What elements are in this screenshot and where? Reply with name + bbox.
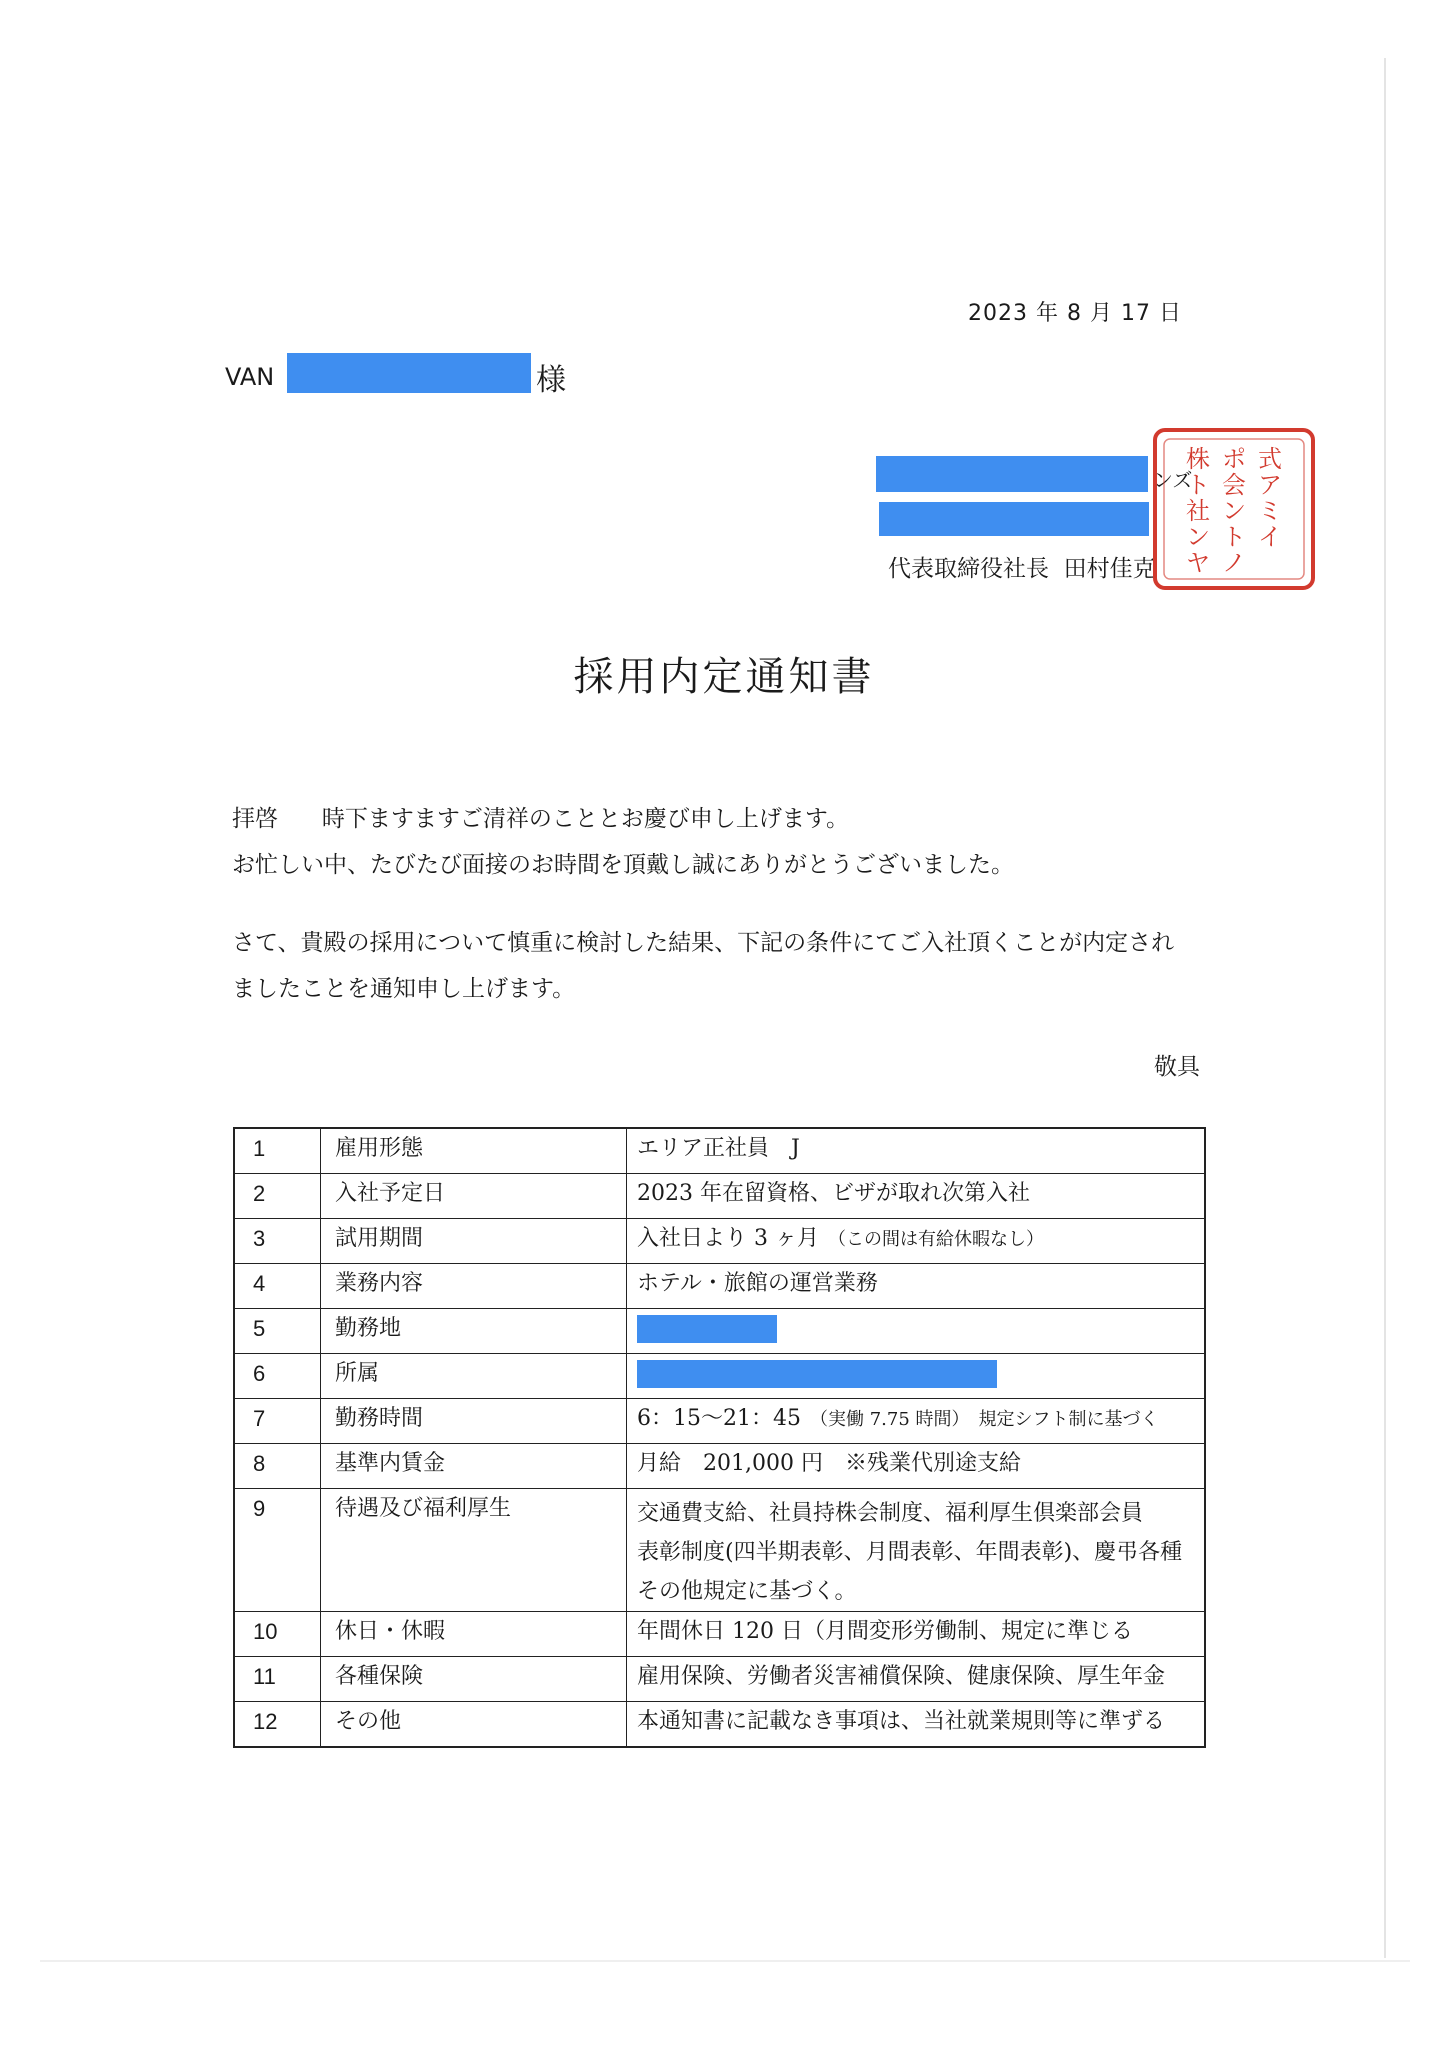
- document-title: 採用内定通知書: [573, 654, 875, 700]
- row-value-text: 雇用保険、労働者災害補償保険、健康保険、厚生年金: [637, 1664, 1166, 1689]
- greeting-line-2: お忙しい中、たびたび面接のお時間を頂戴し誠にありがとうございました。: [232, 852, 1014, 878]
- table-row: [234, 1444, 1205, 1489]
- row-label: 雇用形態: [321, 1128, 627, 1174]
- seal-glyph: ポ: [1222, 445, 1246, 473]
- body-line-2: ましたことを通知申し上げます。: [232, 976, 576, 1002]
- seal-glyph: ト: [1222, 523, 1246, 551]
- company-address-redaction: [879, 502, 1149, 536]
- table-row: [234, 1657, 1205, 1702]
- table-row: [234, 1702, 1205, 1748]
- value-redaction: [637, 1315, 777, 1343]
- seal-glyph: ア: [1258, 471, 1282, 499]
- row-value: [627, 1354, 1206, 1399]
- closing-keigu: 敬具: [1154, 1054, 1200, 1080]
- row-value-text: エリア正社員 J: [637, 1136, 800, 1161]
- scan-edge-bottom: [40, 1960, 1410, 1962]
- row-label: 業務内容: [321, 1264, 627, 1309]
- recipient-prefix: VAN: [225, 363, 275, 391]
- row-value: [627, 1264, 1206, 1309]
- seal-glyph: ト: [1186, 471, 1210, 499]
- signer-title-name: 代表取締役社長 田村佳克: [888, 556, 1156, 582]
- row-value-line: 表彰制度(四半期表彰、月間表彰、年間表彰)、慶弔各種: [637, 1540, 1183, 1565]
- table-row: [234, 1309, 1205, 1354]
- seal-glyph: ミ: [1258, 497, 1282, 525]
- row-label: 勤務地: [321, 1309, 627, 1354]
- row-label: 勤務時間: [321, 1399, 627, 1444]
- row-number: 10: [234, 1612, 321, 1657]
- row-number: 7: [234, 1399, 321, 1444]
- scan-edge: [1384, 58, 1386, 1958]
- row-number: 6: [234, 1354, 321, 1399]
- row-label: 所属: [321, 1354, 627, 1399]
- row-number: 5: [234, 1309, 321, 1354]
- row-label: 試用期間: [321, 1219, 627, 1264]
- table-row: [234, 1399, 1205, 1444]
- row-number: 3: [234, 1219, 321, 1264]
- row-value-text: 2023 年在留資格、ビザが取れ次第入社: [637, 1181, 1030, 1206]
- row-number: 4: [234, 1264, 321, 1309]
- table-row: [234, 1219, 1205, 1264]
- value-redaction: [637, 1360, 997, 1388]
- company-seal-stamp: [1150, 425, 1318, 593]
- seal-glyph: ン: [1222, 497, 1246, 525]
- seal-glyph: ノ: [1222, 549, 1246, 577]
- row-value: [627, 1444, 1206, 1489]
- row-value-text: ホテル・旅館の運営業務: [637, 1271, 878, 1296]
- row-number: 1: [234, 1128, 321, 1174]
- row-label: 休日・休暇: [321, 1612, 627, 1657]
- row-value-line: 交通費支給、社員持株会制度、福利厚生倶楽部会員: [637, 1501, 1144, 1526]
- row-value: [627, 1174, 1206, 1219]
- company-name-suffix: ンズ: [1153, 468, 1193, 492]
- row-number: 2: [234, 1174, 321, 1219]
- row-number: 11: [234, 1657, 321, 1702]
- row-value-note: （実働 7.75 時間） 規定シフト制に基づく: [800, 1409, 1159, 1430]
- row-number: 8: [234, 1444, 321, 1489]
- row-value-text: 入社日より 3 ヶ月: [637, 1226, 819, 1251]
- table-row: [234, 1489, 1205, 1612]
- row-label: その他: [321, 1702, 627, 1748]
- row-number: 12: [234, 1702, 321, 1748]
- greeting-line-1: 拝啓 時下ますますご清祥のこととお慶び申し上げます。: [232, 806, 850, 832]
- row-value: [627, 1612, 1206, 1657]
- row-label: 基準内賃金: [321, 1444, 627, 1489]
- row-label: 入社予定日: [321, 1174, 627, 1219]
- table-row: [234, 1612, 1205, 1657]
- row-value: [627, 1309, 1206, 1354]
- table-row: [234, 1354, 1205, 1399]
- seal-glyph: ン: [1186, 523, 1210, 551]
- seal-glyph: 社: [1186, 497, 1210, 525]
- table-row: [234, 1128, 1205, 1174]
- row-value-text: 年間休日 120 日（月間変形労働制、規定に準じる: [637, 1619, 1133, 1644]
- company-name-redaction: [876, 456, 1148, 492]
- row-value: [627, 1399, 1206, 1444]
- row-value-line: その他規定に基づく。: [637, 1579, 857, 1604]
- table-row: [234, 1264, 1205, 1309]
- row-value: [627, 1657, 1206, 1702]
- row-label: 待遇及び福利厚生: [321, 1489, 627, 1612]
- row-value-text: 月給 201,000 円 ※残業代別途支給: [637, 1451, 1021, 1476]
- row-value-note: （この間は有給休暇なし）: [818, 1229, 1044, 1250]
- row-value: [627, 1702, 1206, 1748]
- body-line-1: さて、貴殿の採用について慎重に検討した結果、下記の条件にてご入社頂くことが内定され: [232, 930, 1175, 956]
- seal-glyph: イ: [1258, 523, 1282, 551]
- row-value-text: 本通知書に記載なき事項は、当社就業規則等に準ずる: [637, 1709, 1166, 1734]
- row-value-text: 6：15～21：45: [637, 1406, 801, 1431]
- recipient-honorific: 様: [536, 363, 566, 398]
- seal-glyph: 式: [1258, 445, 1282, 473]
- row-value: [627, 1219, 1206, 1264]
- row-label: 各種保険: [321, 1657, 627, 1702]
- seal-glyph: ヤ: [1186, 549, 1210, 577]
- row-number: 9: [234, 1489, 321, 1612]
- employment-terms-table: [233, 1127, 1206, 1748]
- document-date: 2023 年 8 月 17 日: [968, 301, 1182, 326]
- seal-glyph: 株: [1186, 445, 1210, 473]
- row-value: [627, 1489, 1206, 1612]
- table-row: [234, 1174, 1205, 1219]
- recipient-name-redaction: [287, 353, 531, 393]
- seal-glyph: 会: [1222, 471, 1246, 499]
- row-value: [627, 1128, 1206, 1174]
